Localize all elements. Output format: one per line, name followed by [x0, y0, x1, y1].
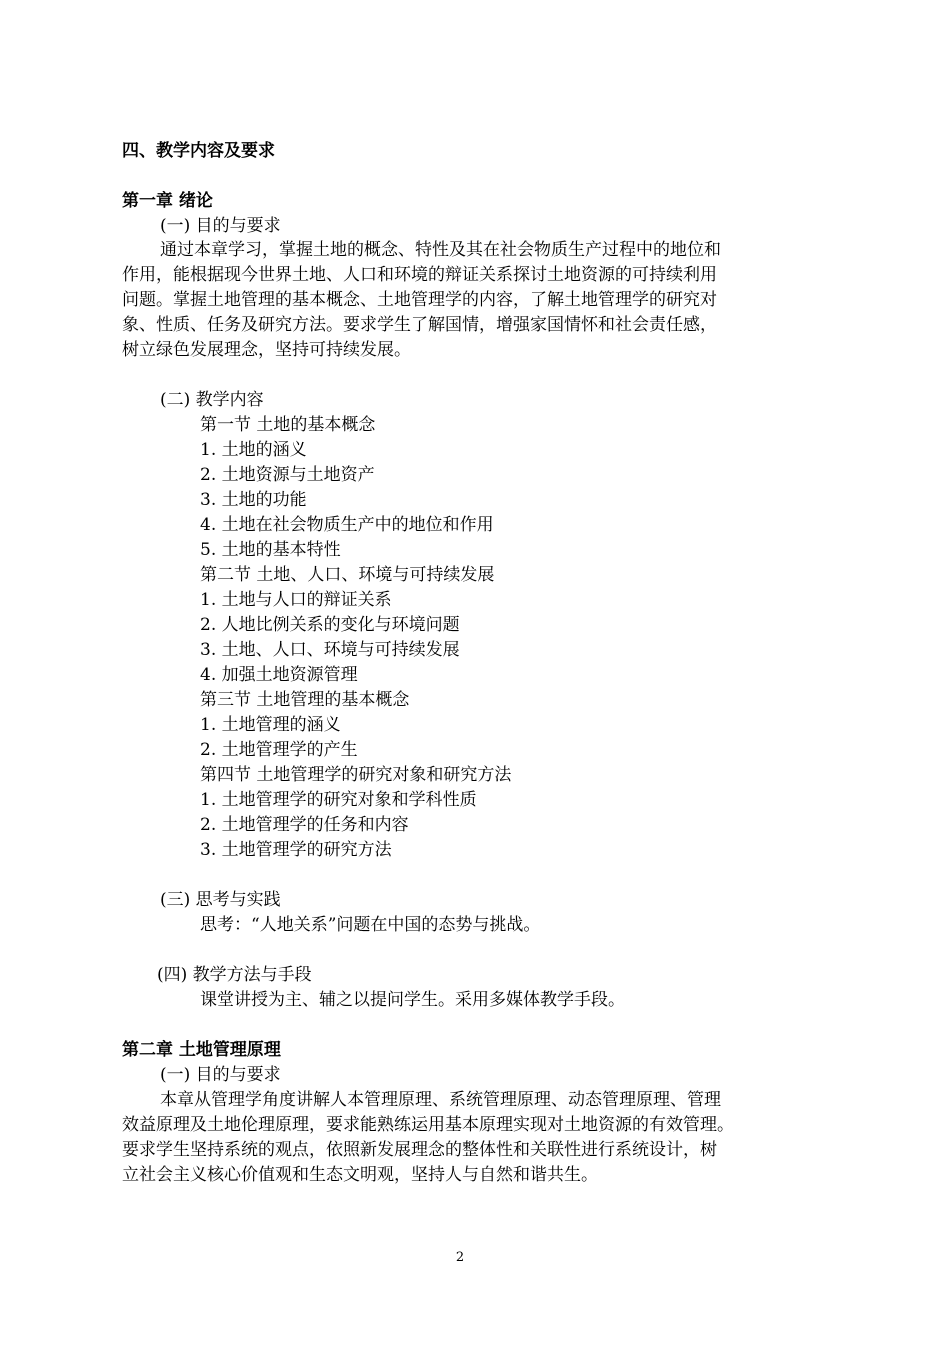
chapter2-part1-line: 本章从管理学角度讲解人本管理原理、系统管理原理、动态管理原理、管理	[160, 1090, 721, 1110]
list-item: 3. 土地、人口、环境与可持续发展	[200, 640, 460, 660]
list-item: 1. 土地管理学的研究对象和学科性质	[200, 790, 477, 810]
chapter1-part1-line: 树立绿色发展理念，坚持可持续发展。	[122, 340, 411, 360]
list-item: 4. 加强土地资源管理	[200, 665, 358, 685]
list-item: 2. 土地管理学的产生	[200, 740, 358, 760]
section-heading: 第四节 土地管理学的研究对象和研究方法	[200, 765, 512, 785]
chapter2-part1-heading: (一) 目的与要求	[160, 1065, 281, 1085]
chapter1-part3-heading: (三) 思考与实践	[160, 890, 281, 910]
chapter2-part1-line: 效益原理及土地伦理原理，要求能熟练运用基本原理实现对土地资源的有效管理。	[122, 1115, 734, 1135]
chapter1-part2-heading: (二) 教学内容	[160, 390, 264, 410]
chapter1-title: 第一章 绪论	[122, 191, 213, 211]
list-item: 5. 土地的基本特性	[200, 540, 341, 560]
list-item: 2. 土地资源与土地资产	[200, 465, 375, 485]
list-item: 1. 土地管理的涵义	[200, 715, 341, 735]
list-item: 3. 土地管理学的研究方法	[200, 840, 392, 860]
chapter1-part1-line: 通过本章学习，掌握土地的概念、特性及其在社会物质生产过程中的地位和	[160, 240, 721, 260]
chapter1-part1-heading: (一) 目的与要求	[160, 216, 281, 236]
list-item: 1. 土地的涵义	[200, 440, 307, 460]
list-item: 2. 土地管理学的任务和内容	[200, 815, 409, 835]
chapter1-part1-line: 问题。掌握土地管理的基本概念、土地管理学的内容，了解土地管理学的研究对	[122, 290, 717, 310]
section-heading: 第一节 土地的基本概念	[200, 415, 376, 435]
list-item: 4. 土地在社会物质生产中的地位和作用	[200, 515, 494, 535]
page-number: 2	[455, 1250, 465, 1265]
list-item: 2. 人地比例关系的变化与环境问题	[200, 615, 460, 635]
chapter1-part1-line: 作用，能根据现今世界土地、人口和环境的辩证关系探讨土地资源的可持续利用	[122, 265, 717, 285]
list-item: 1. 土地与人口的辩证关系	[200, 590, 392, 610]
chapter1-part3-text: 思考：“人地关系”问题在中国的态势与挑战。	[200, 915, 541, 935]
chapter1-part1-line: 象、性质、任务及研究方法。要求学生了解国情，增强家国情怀和社会责任感，	[122, 315, 717, 335]
section-title: 四、教学内容及要求	[122, 141, 275, 161]
chapter2-title: 第二章 土地管理原理	[122, 1040, 281, 1060]
chapter2-part1-line: 立社会主义核心价值观和生态文明观，坚持人与自然和谐共生。	[122, 1165, 598, 1185]
section-heading: 第三节 土地管理的基本概念	[200, 690, 410, 710]
chapter1-part4-text: 课堂讲授为主、辅之以提问学生。采用多媒体教学手段。	[200, 990, 625, 1010]
chapter1-part4-heading: (四) 教学方法与手段	[157, 965, 312, 985]
chapter2-part1-line: 要求学生坚持系统的观点，依照新发展理念的整体性和关联性进行系统设计，树	[122, 1140, 717, 1160]
section-heading: 第二节 土地、人口、环境与可持续发展	[200, 565, 495, 585]
list-item: 3. 土地的功能	[200, 490, 307, 510]
